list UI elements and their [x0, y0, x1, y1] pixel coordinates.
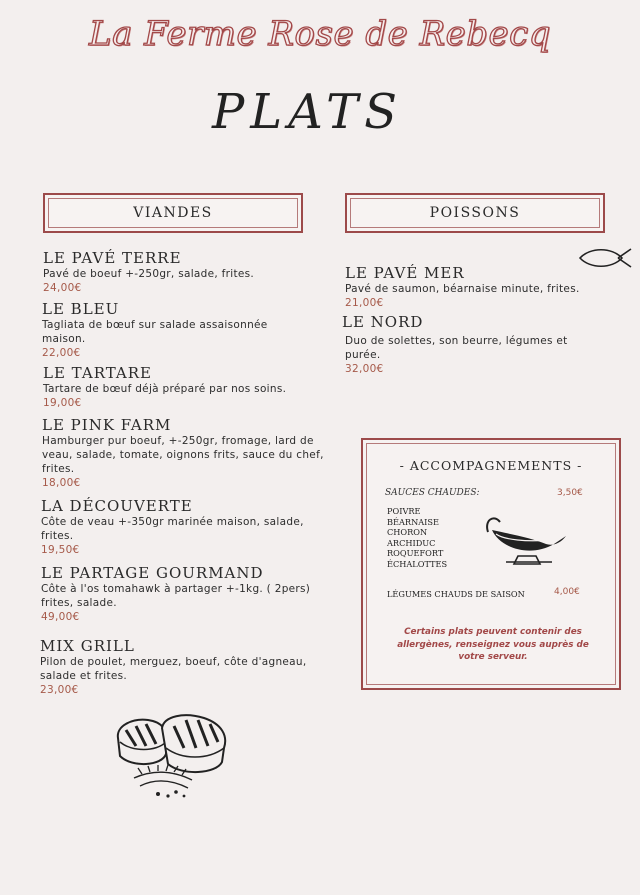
dish-name: LE PAVÉ TERRE: [43, 249, 182, 267]
dish-price: 21,00€: [345, 297, 384, 309]
dish-description: Tagliata de bœuf sur salade assaisonnée maison.: [42, 319, 268, 345]
brand-logo-text: La Ferme Rose de Rebecq: [89, 14, 551, 54]
dish-pave-terre: [43, 249, 313, 295]
dish-le-nord: [342, 313, 592, 376]
dish-description: Côte de veau +-350gr marinée maison, salade, frites.: [41, 516, 304, 542]
dish-name: LA DÉCOUVERTE: [41, 497, 193, 515]
fish-icon: [578, 245, 632, 271]
dish-name: LE BLEU: [42, 300, 120, 318]
sauce-item: ROQUEFORT: [387, 548, 444, 558]
dish-price: 32,00€: [345, 363, 384, 375]
dish-price: 18,00€: [42, 477, 81, 489]
sauces-label: SAUCES CHAUDES:: [385, 488, 480, 498]
dish-description: Hamburger pur boeuf, +-250gr, fromage, lard de veau, salade, tomate, oignons frits, sauce du chef, frites.: [42, 435, 324, 475]
accompagnements-box: [361, 438, 621, 690]
viandes-header-box: [43, 193, 303, 233]
poissons-header-box: [345, 193, 605, 233]
dish-description: Tartare de bœuf déjà préparé par nos soins.: [43, 383, 287, 395]
sauces-price: 3,50€: [557, 488, 583, 498]
dish-name: LE PARTAGE GOURMAND: [41, 564, 264, 582]
dish-name: LE NORD: [342, 313, 424, 331]
dish-partage-gourmand: [41, 564, 326, 624]
poissons-heading: POISSONS: [350, 198, 600, 228]
viandes-heading: VIANDES: [48, 198, 298, 228]
dish-name: LE PINK FARM: [42, 416, 172, 434]
legumes-label: LÉGUMES CHAUDS DE SAISON: [387, 589, 525, 599]
legumes-price: 4,00€: [554, 587, 580, 597]
page-title: PLATS: [211, 84, 404, 140]
dish-description: Pilon de poulet, merguez, boeuf, côte d'agneau, salade et frites.: [40, 656, 307, 682]
dish-le-tartare: [43, 364, 318, 410]
allergen-note: Certains plats peuvent contenir des allergènes, renseignez vous auprès de votre serveur.: [397, 627, 589, 662]
steak-illustration: [112, 708, 232, 803]
dish-price: 49,00€: [41, 611, 80, 623]
dish-la-decouverte: [41, 497, 321, 557]
sauce-item: POIVRE: [387, 506, 421, 516]
sauce-item: BÉARNAISE: [387, 516, 439, 527]
sauce-item: ARCHIDUC: [387, 537, 436, 548]
dish-description: Pavé de saumon, béarnaise minute, frites.: [345, 283, 580, 295]
dish-price: 22,00€: [42, 347, 81, 359]
dish-le-bleu: [42, 300, 292, 360]
dish-description: Duo de solettes, son beurre, légumes et purée.: [345, 335, 568, 361]
dish-price: 19,50€: [41, 544, 80, 556]
sauce-list: [387, 506, 447, 569]
dish-name: MIX GRILL: [40, 637, 135, 655]
gravy-boat-icon: [480, 510, 570, 570]
accompagnements-heading: - ACCOMPAGNEMENTS -: [399, 458, 583, 473]
sauce-item: CHORON: [387, 527, 428, 537]
dish-price: 19,00€: [43, 397, 82, 409]
dish-name: LE PAVÉ MER: [345, 264, 465, 282]
dish-mix-grill: [40, 637, 325, 697]
dish-pink-farm: [42, 416, 327, 490]
dish-description: Pavé de boeuf +-250gr, salade, frites.: [43, 268, 255, 280]
dish-price: 23,00€: [40, 684, 79, 696]
dish-price: 24,00€: [43, 282, 82, 294]
sauce-item: ÉCHALOTTES: [387, 558, 448, 569]
dish-description: Côte à l'os tomahawk à partager +-1kg. ( 2pers) frites, salade.: [41, 583, 311, 609]
dish-name: LE TARTARE: [43, 364, 152, 382]
dish-pave-mer: [345, 264, 605, 310]
